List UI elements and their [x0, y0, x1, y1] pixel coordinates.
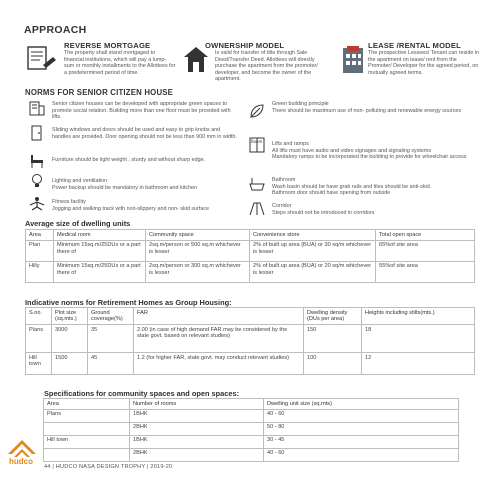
table-header-row — [26, 308, 475, 325]
table-header-row — [26, 230, 475, 241]
table-cell: 40 - 60 — [264, 409, 459, 422]
yoga-icon — [28, 196, 46, 212]
table-cell: 50 - 80 — [264, 422, 459, 435]
norm-text-fitness: Fitness facility Jogging and walking track with non-slippery and non- skid surface — [52, 199, 210, 212]
table-cell: Hilly — [26, 261, 54, 282]
bathroom-icon — [248, 176, 266, 192]
table-cell: 150 — [304, 325, 362, 353]
table-header-cell: Dwelling unit size (sq.mts) — [264, 399, 459, 410]
table-row — [44, 409, 459, 422]
norm-text-lighting: Lighting and ventilation Power backup should be mandatory in bathroom and kitchen — [52, 178, 198, 191]
table-cell: Hill town — [26, 353, 52, 375]
table-cell — [44, 448, 130, 461]
table-header-cell: S.no. — [26, 308, 52, 325]
model-text-reverse-mortgage: The property shall stand mortgaged to financial institutions, which will pay a lump-sum or monthly installments to the Allottees for a predetermined period of time. — [64, 50, 176, 76]
table-cell: 35 — [88, 325, 134, 353]
rent-building-icon — [340, 45, 366, 75]
table-cell: 100 — [304, 353, 362, 375]
table-cell: 1500 — [52, 353, 88, 375]
mortgage-icon — [25, 45, 59, 75]
model-heading-lease: LEASE /RENTAL MODEL — [368, 41, 461, 50]
table-row — [44, 435, 459, 448]
table-cell: 1BHK — [130, 409, 264, 422]
model-heading-reverse-mortgage: REVERSE MORTGAGE — [64, 41, 151, 50]
table-cell: 2BHK — [130, 422, 264, 435]
norm-text-doors: Sliding windows and doors should be used and easy to grip knobs and handles are provided. Door opening should not be less than 900 mm in width. — [52, 127, 237, 140]
table-cell: 30 - 45 — [264, 435, 459, 448]
table-cell: 2.00 (in case of high demand FAR may be considered by the state govt. based on relevant studies) — [134, 325, 304, 353]
table-header-cell: Area — [44, 399, 130, 410]
leaf-icon — [248, 103, 266, 119]
logo-text: hudco — [9, 457, 33, 466]
table-row — [26, 240, 475, 261]
table-cell: 18 — [362, 325, 475, 353]
dwelling-table — [25, 229, 475, 283]
lift-icon — [248, 137, 266, 153]
table-cell: 2sq.m/person or 500 sq.m whichever is lesser — [146, 240, 250, 261]
table-header-cell: Number of rooms — [130, 399, 264, 410]
model-heading-ownership: OWNERSHIP MODEL — [205, 41, 285, 50]
norm-text-green-building: Green building principle There should be maximum use of non- polluting and renewable energy sources — [272, 101, 462, 114]
page-title: APPROACH — [24, 24, 87, 36]
corridor-icon — [248, 200, 266, 216]
footer-page-label: 44 | HUDCO NASA DESIGN TROPHY | 2019-20 — [44, 464, 173, 470]
table-header-cell: Community space — [146, 230, 250, 241]
chair-icon — [28, 153, 46, 169]
spec-title: Specifications for community spaces and open spaces: — [44, 389, 240, 398]
table-header-cell: Heights including stilts(mts.) — [362, 308, 475, 325]
table-header-cell: Medical room — [54, 230, 146, 241]
table-cell: Hill town — [44, 435, 130, 448]
group-housing-table — [25, 307, 475, 375]
dwelling-title: Average size of dwelling units — [25, 219, 131, 228]
table-header-cell: Dwelling density (DUs per area) — [304, 308, 362, 325]
building-icon — [28, 100, 46, 116]
norm-text-lifts: Lifts and ramps All lifts must have audio and video signages and signaling systems Mandatory ramps to be incorporated the building to provide for wheelchair access — [272, 141, 467, 161]
table-row — [26, 353, 475, 375]
norms-title: NORMS FOR SENIOR CITIZEN HOUSE — [25, 88, 174, 97]
table-header-row — [44, 399, 459, 410]
group-housing-title: Indicative norms for Retirement Homes as Group Housing: — [25, 298, 232, 307]
svg-text:Room: Room — [251, 139, 263, 144]
norm-text-corridor: Corridor Steps should not be introduced in corridors — [272, 203, 375, 216]
table-cell — [44, 422, 130, 435]
table-header-cell: FAR — [134, 308, 304, 325]
table-cell: 45 — [88, 353, 134, 375]
norm-text-bathroom: Bathroom Wash basin should be have grab rails and tiles should be anti-skid. Bathroom door should have opening from outside — [272, 177, 432, 197]
table-header-cell: Ground coverage(%) — [88, 308, 134, 325]
table-header-cell: Area — [26, 230, 54, 241]
hudco-logo — [6, 436, 38, 468]
model-text-lease: The prospective Lessees/ Tenant can reside in the apartment on lease/ rent from the Promoter/ Developer for the agreed period, on mutually agreed terms. — [368, 50, 480, 76]
table-row — [44, 422, 459, 435]
door-icon — [28, 125, 46, 141]
table-cell: Minimum 15sq.m/25DUs or a part there of — [54, 261, 146, 282]
table-row — [26, 325, 475, 353]
table-cell: 2% of built up area (BUA) or 20 sq/m whichever is lesser — [250, 261, 376, 282]
norm-text-furniture: Furniture should be light weight , sturdy and without sharp edge. — [52, 157, 206, 163]
table-cell: 40 - 60 — [264, 448, 459, 461]
table-cell: 2% of built up area (BUA) or 30 sq/m whichever is lesser — [250, 240, 376, 261]
table-cell: Plans — [44, 409, 130, 422]
table-header-cell: Convenience store — [250, 230, 376, 241]
table-cell: Minimum 15sq.m/25DUs or a part there of — [54, 240, 146, 261]
table-cell: 2sq.m/person or 300 sq.m whichever is lesser — [146, 261, 250, 282]
table-row — [44, 448, 459, 461]
table-row — [26, 261, 475, 282]
lightbulb-icon — [28, 173, 46, 189]
table-header-cell: Total open space — [376, 230, 475, 241]
table-cell: 2BHK — [130, 448, 264, 461]
table-cell: 1BHK — [130, 435, 264, 448]
spec-table — [43, 398, 459, 462]
table-cell: Plans — [26, 325, 52, 353]
table-cell: Plan — [26, 240, 54, 261]
norm-text-green-spaces: Senior citizen houses can be developed with appropriate green spaces to promote social relation. Building more than one floor must be provided with lifts. — [52, 101, 231, 121]
table-header-cell: Plot size (sq.mts.) — [52, 308, 88, 325]
table-cell: 1.2 (for higher FAR, state govt. may conduct relevant studies) — [134, 353, 304, 375]
table-cell: 12 — [362, 353, 475, 375]
table-cell: 55%of site area — [376, 261, 475, 282]
model-text-ownership: Is valid for transfer of title through Sale Deed/Transfer Deed. Allottees will directly purchase the apartment from the promoter/ developer, and become the owner of the apartment. — [215, 50, 318, 83]
table-cell: 65%of site area — [376, 240, 475, 261]
table-cell: 3000 — [52, 325, 88, 353]
